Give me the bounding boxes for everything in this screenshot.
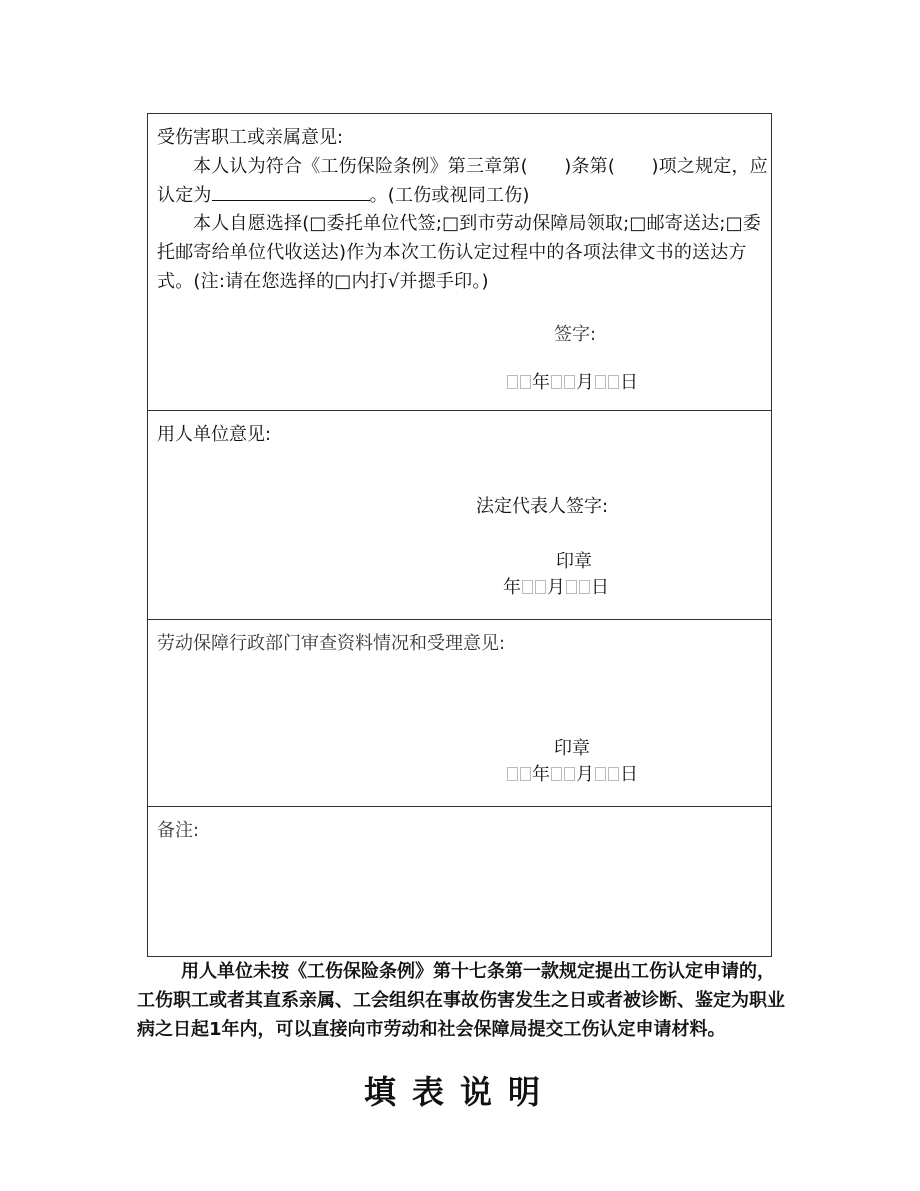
day-label: 日 [591,577,609,598]
month-label: 月 [576,764,594,785]
worker-statement-suffix: 。(工伤或视同工伤) [369,185,530,206]
date-box [551,767,562,781]
date-box [507,375,518,389]
injury-type-blank[interactable] [212,182,370,201]
month-label: 月 [547,577,565,598]
employer-opinion-title: 用人单位意见: [157,424,272,445]
date-box [595,767,606,781]
employer-opinion-section [148,410,771,619]
remarks-section [148,806,771,956]
worker-opinion-title: 受伤害职工或亲属意见: [157,127,344,148]
day-label: 日 [620,372,638,393]
date-box [522,580,533,594]
employer-seal-label: 印章 [556,551,592,572]
worker-opinion-section [148,114,771,410]
date-box [551,375,562,389]
year-label: 年 [503,577,521,598]
filling-instructions-heading: 填表说明 [363,1073,556,1111]
employer-date [503,576,609,600]
date-box [595,375,606,389]
worker-date [506,371,638,395]
dept-review-title: 劳动保障行政部门审查资料情况和受理意见: [157,633,506,654]
application-note: 用人单位未按《工伤保险条例》第十七条第一款规定提出工伤认定申请的，工伤职工或者其直系亲属、工会组织在事故伤害发生之日或者被诊断、鉴定为职业病之日起1年内，可以直接向市劳动和社会保障局提交工伤认定申请材料。 [137,961,785,1040]
worker-signature-label: 签字: [554,324,597,345]
remarks-title: 备注: [157,820,200,841]
date-box [579,580,590,594]
year-label: 年 [532,372,550,393]
dept-review-section [148,619,771,806]
date-box [520,375,531,389]
dept-seal-label: 印章 [554,738,590,759]
worker-statement-text: 本人认为符合《工伤保险条例》第三章第( )条第( )项之规定，应认定为 [157,156,768,206]
date-box [520,767,531,781]
injury-certification-form [147,113,772,957]
date-box [507,767,518,781]
worker-statement [157,152,769,210]
legal-rep-signature-label: 法定代表人签字: [476,496,609,517]
date-box [608,767,619,781]
day-label: 日 [620,764,638,785]
delivery-method-statement: 本人自愿选择(□委托单位代签;□到市劳动保障局领取;□邮寄送达;□委托邮寄给单位代收送达)作为本次工伤认定过程中的各项法律文书的送达方式。(注:请在您选择的□内打√并摁手印。) [157,213,762,292]
date-box [566,580,577,594]
month-label: 月 [576,372,594,393]
date-box [564,767,575,781]
year-label: 年 [532,764,550,785]
date-box [564,375,575,389]
date-box [535,580,546,594]
date-box [608,375,619,389]
dept-date [506,763,638,787]
